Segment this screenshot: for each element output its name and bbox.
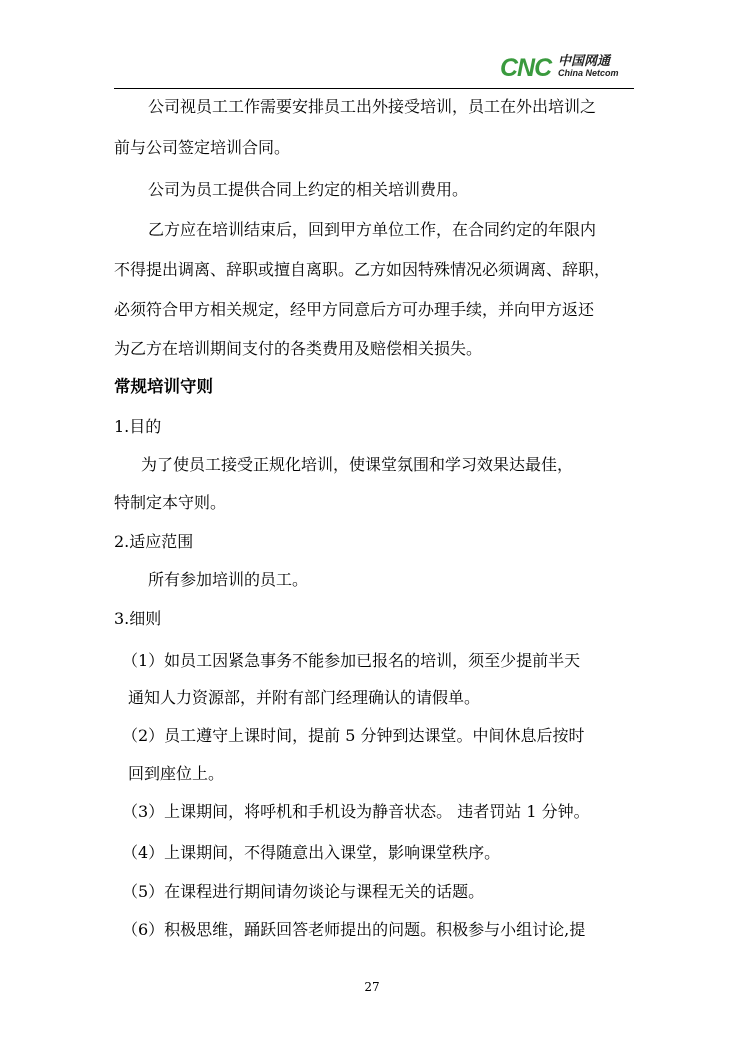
rule-item-line: （5）在课程进行期间请勿谈论与课程无关的话题。 bbox=[122, 882, 485, 901]
paragraph-line: 为乙方在培训期间支付的各类费用及赔偿相关损失。 bbox=[114, 339, 483, 358]
rule-item-line: （4）上课期间，不得随意出入课堂，影响课堂秩序。 bbox=[122, 843, 501, 862]
header-rule bbox=[114, 88, 634, 89]
paragraph-line: 必须符合甲方相关规定，经甲方同意后方可办理手续，并向甲方返还 bbox=[114, 300, 595, 319]
paragraph-line: 前与公司签定培训合同。 bbox=[114, 138, 291, 157]
logo-chinese-text: 中国网通 bbox=[558, 54, 611, 69]
subsection-heading: 1.目的 bbox=[114, 417, 162, 436]
paragraph-line: 乙方应在培训结束后，回到甲方单位工作，在合同约定的年限内 bbox=[148, 220, 597, 239]
rule-item-line: （3）上课期间，将呼机和手机设为静音状态。 违者罚站 1 分钟。 bbox=[122, 802, 590, 821]
paragraph-line: 公司为员工提供合同上约定的相关培训费用。 bbox=[148, 180, 469, 199]
logo-cnc-text: CNC bbox=[500, 54, 552, 82]
paragraph-line: 特制定本守则。 bbox=[114, 493, 227, 512]
subsection-heading: 2.适应范围 bbox=[114, 532, 194, 551]
rule-item-line: 通知人力资源部，并附有部门经理确认的请假单。 bbox=[128, 688, 481, 707]
section-heading: 常规培训守则 bbox=[114, 377, 213, 396]
rule-item-line: （1）如员工因紧急事务不能参加已报名的培训，须至少提前半天 bbox=[122, 651, 581, 670]
rule-item-line: （2）员工遵守上课时间，提前 5 分钟到达课堂。中间休息后按时 bbox=[122, 726, 585, 745]
logo-english-text: China Netcom bbox=[558, 68, 619, 78]
paragraph-line: 不得提出调离、辞职或擅自离职。乙方如因特殊情况必须调离、辞职， bbox=[114, 260, 611, 279]
paragraph-line: 所有参加培训的员工。 bbox=[148, 570, 309, 589]
page-number: 27 bbox=[364, 980, 380, 994]
rule-item-line: 回到座位上。 bbox=[128, 764, 225, 783]
paragraph-line: 为了使员工接受正规化培训，使课堂氛围和学习效果达最佳， bbox=[141, 455, 574, 474]
paragraph-line: 公司视员工工作需要安排员工出外接受培训，员工在外出培训之 bbox=[148, 97, 597, 116]
cnc-logo bbox=[500, 54, 640, 84]
rule-item-line: （6）积极思维，踊跃回答老师提出的问题。积极参与小组讨论,提 bbox=[122, 920, 586, 939]
subsection-heading: 3.细则 bbox=[114, 609, 162, 628]
